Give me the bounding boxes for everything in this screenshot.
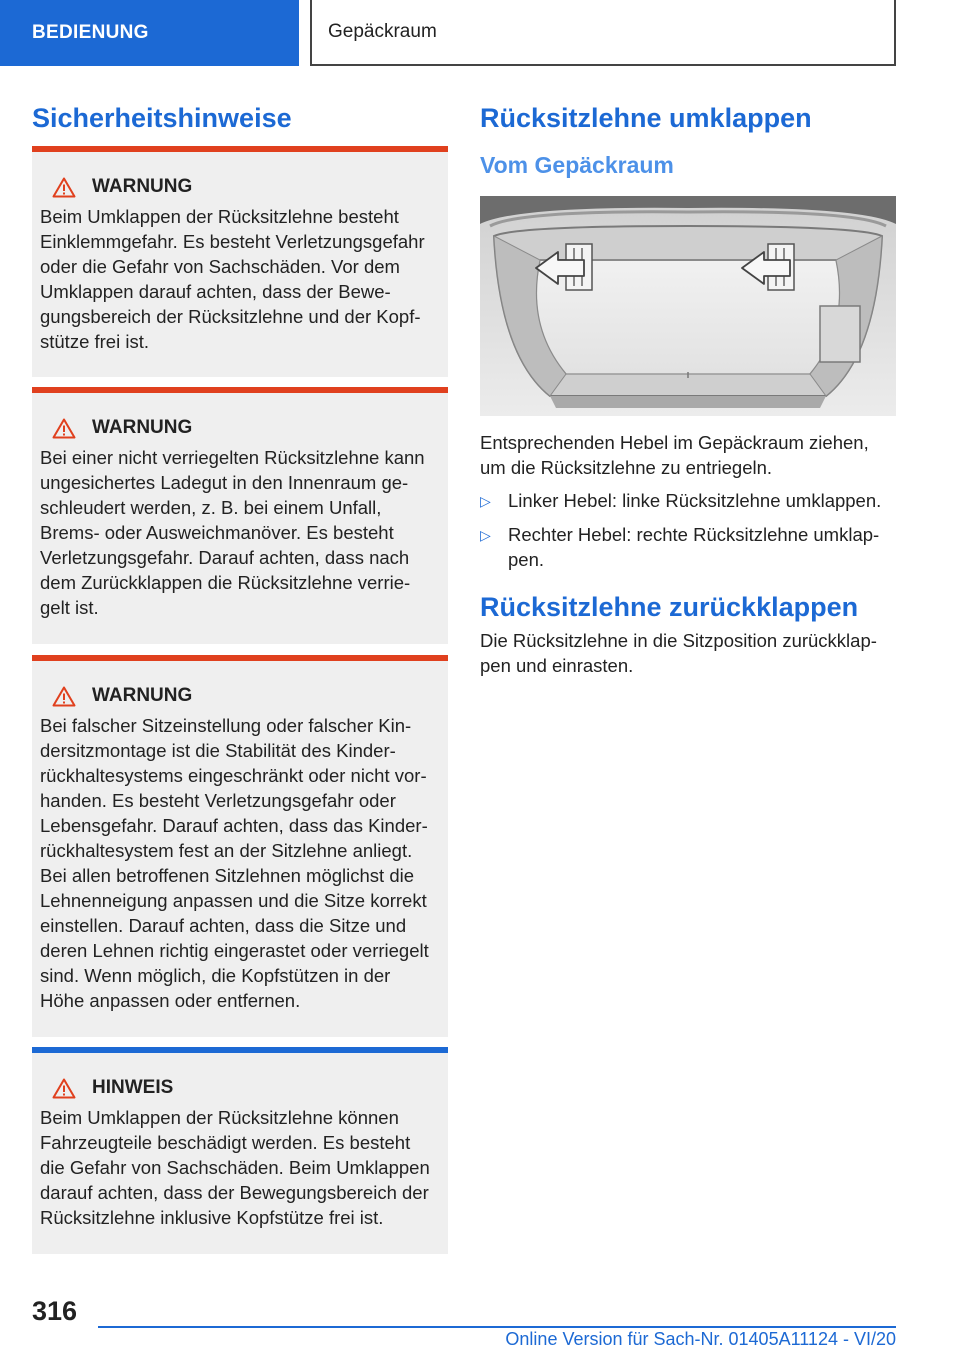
warning-triangle-icon	[52, 686, 76, 707]
text-line: einstellen. Darauf achten, dass die Sitze und	[40, 915, 407, 936]
list-item	[480, 522, 896, 572]
text-line: handen. Es besteht Verletzungsgefahr oder	[40, 790, 396, 811]
trunk-illustration	[480, 196, 896, 416]
intro-paragraph	[480, 430, 896, 480]
text-line: Fahrzeugteile beschädigt werden. Es besteht	[40, 1132, 411, 1153]
warning-text	[40, 713, 440, 1013]
warning-box-1	[32, 146, 448, 377]
text-line: Einklemmgefahr. Es besteht Verletzungsgefahr	[40, 231, 425, 252]
text-line: schleudert werden, z. B. bei einem Unfall,	[40, 497, 382, 518]
warning-title: WARNUNG	[92, 685, 193, 706]
text-line: Linker Hebel: linke Rücksitzlehne umklappen.	[508, 490, 882, 511]
text-line: Bei allen betroffenen Sitzlehnen möglichst die	[40, 865, 415, 886]
notice-title: HINWEIS	[92, 1077, 174, 1098]
text-line: Rechter Hebel: rechte Rücksitzlehne umklap-	[508, 524, 880, 545]
text-line: Lehnenneigung anpassen und die Sitze korrekt	[40, 890, 427, 911]
section-tab[interactable]	[0, 0, 299, 66]
safety-heading: Sicherheitshinweise	[32, 103, 292, 133]
text-line: Bei einer nicht verriegelten Rücksitzlehne kann	[40, 447, 425, 468]
list-item	[480, 488, 896, 514]
from-trunk-subheading: Vom Gepäckraum	[480, 152, 674, 178]
warning-triangle-icon	[52, 1078, 76, 1099]
fold-heading: Rücksitzlehne umklappen	[480, 103, 812, 133]
trunk-image	[480, 196, 896, 416]
text-line: pen.	[508, 549, 545, 570]
list-item-text	[508, 522, 879, 572]
right-column	[480, 96, 896, 678]
warning-header	[40, 172, 440, 202]
notice-box	[32, 1047, 448, 1254]
warning-triangle-icon	[52, 418, 76, 439]
warning-header	[40, 413, 440, 443]
warning-title: WARNUNG	[92, 176, 193, 197]
text-line: gelt ist.	[40, 597, 99, 618]
chapter-label: Gepäckraum	[328, 21, 437, 42]
text-line: deren Lehnen richtig eingerastet oder verriegelt	[40, 940, 429, 961]
chapter-tab	[310, 0, 896, 66]
text-line: Beim Umklappen der Rücksitzlehne besteht	[40, 206, 399, 227]
text-line: Bei falscher Sitzeinstellung oder falscher Kin-	[40, 715, 412, 736]
text-line: darauf achten, dass der Bewegungsbereich der	[40, 1182, 429, 1203]
text-line: Entsprechenden Hebel im Gepäckraum ziehen,	[480, 432, 869, 453]
warning-box-3	[32, 655, 448, 1037]
text-line: um die Rücksitzlehne zu entriegeln.	[480, 457, 773, 478]
outro-paragraph	[480, 628, 896, 678]
notice-text	[40, 1105, 440, 1230]
left-column	[32, 96, 448, 1254]
text-line: rückhaltesystem fest an der Sitzlehne anliegt.	[40, 840, 413, 861]
notice-header	[40, 1073, 440, 1103]
footer-online-version: Online Version für Sach-Nr. 01405A11124 - VI/20	[505, 1329, 896, 1349]
text-line: die Gefahr von Sachschäden. Beim Umklappen	[40, 1157, 430, 1178]
section-label: BEDIENUNG	[32, 22, 149, 43]
text-line: Beim Umklappen der Rücksitzlehne können	[40, 1107, 399, 1128]
triangle-right-icon: ▷	[480, 527, 491, 543]
text-line: Umklappen darauf achten, dass der Bewe-	[40, 281, 391, 302]
text-line: rückhaltesystems eingeschränkt oder nicht vor-	[40, 765, 427, 786]
fold-back-heading: Rücksitzlehne zurückklappen	[480, 592, 859, 622]
text-line: Brems- oder Ausweichmanöver. Es besteht	[40, 522, 394, 543]
warning-triangle-icon	[52, 177, 76, 198]
text-line: dersitzmontage ist die Stabilität des Kinder-	[40, 740, 396, 761]
warning-box-2	[32, 387, 448, 644]
text-line: Verletzungsgefahr. Darauf achten, dass nach	[40, 547, 410, 568]
text-line: Die Rücksitzlehne in die Sitzposition zurückklap-	[480, 630, 877, 651]
warning-header	[40, 681, 440, 711]
lever-list	[480, 488, 896, 572]
warning-title: WARNUNG	[92, 417, 193, 438]
list-item-text	[508, 488, 881, 514]
text-line: Höhe anpassen oder entfernen.	[40, 990, 301, 1011]
text-line: pen und einrasten.	[480, 655, 634, 676]
warning-text	[40, 445, 440, 620]
text-line: sind. Wenn möglich, die Kopfstützen in der	[40, 965, 391, 986]
text-line: ungesichertes Ladegut in den Innenraum ge-	[40, 472, 409, 493]
text-line: dem Zurückklappen die Rücksitzlehne verrie-	[40, 572, 411, 593]
triangle-right-icon: ▷	[480, 493, 491, 509]
text-line: stütze frei ist.	[40, 331, 149, 352]
text-line: gungsbereich der Rücksitzlehne und der Kopf-	[40, 306, 421, 327]
text-line: Rücksitzlehne inklusive Kopfstütze frei ist.	[40, 1207, 384, 1228]
text-line: Lebensgefahr. Darauf achten, dass das Kinder-	[40, 815, 428, 836]
footer-divider	[98, 1326, 896, 1328]
warning-text	[40, 204, 440, 354]
text-line: oder die Gefahr von Sachschäden. Vor dem	[40, 256, 400, 277]
page-number: 316	[32, 1296, 78, 1326]
